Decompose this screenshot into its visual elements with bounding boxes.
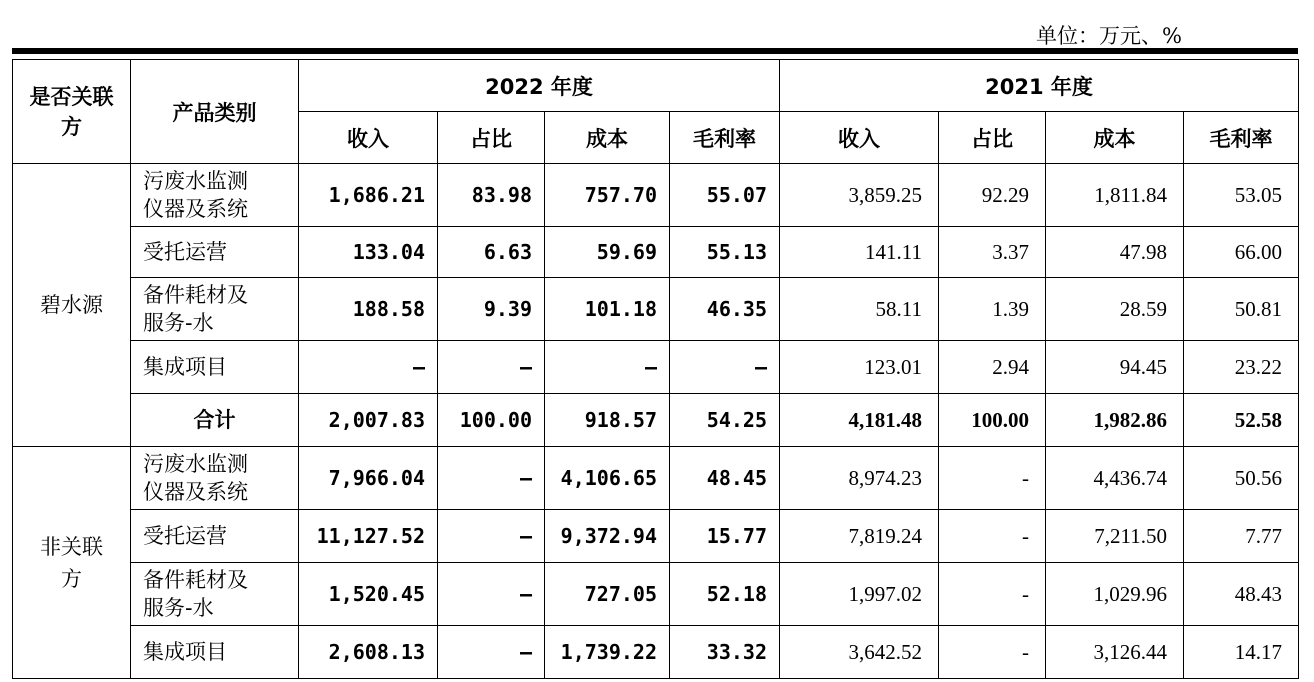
product-category-cell: 集成项目 bbox=[131, 341, 299, 394]
y2021-value-cell: 92.29 bbox=[939, 164, 1046, 227]
group-name: 非关联方 bbox=[13, 447, 131, 679]
y2021-value-cell: 50.81 bbox=[1184, 278, 1299, 341]
y2022-value-cell: 757.70 bbox=[545, 164, 670, 227]
y2021-value-cell: 53.05 bbox=[1184, 164, 1299, 227]
y2022-value-cell: 1,739.22 bbox=[545, 626, 670, 679]
table-row bbox=[13, 164, 1299, 227]
header-product-category: 产品类别 bbox=[131, 60, 299, 164]
y2021-value-cell: 3.37 bbox=[939, 227, 1046, 278]
y2021-value-cell: 4,181.48 bbox=[780, 394, 939, 447]
header-cost-2022: 成本 bbox=[545, 112, 670, 164]
table-row bbox=[13, 227, 1299, 278]
y2021-value-cell: 7.77 bbox=[1184, 510, 1299, 563]
y2022-value-cell: – bbox=[438, 447, 545, 510]
y2022-value-cell: 1,686.21 bbox=[299, 164, 438, 227]
table-row bbox=[13, 341, 1299, 394]
header-cost-2021: 成本 bbox=[1046, 112, 1184, 164]
header-margin-2021: 毛利率 bbox=[1184, 112, 1299, 164]
table-row bbox=[13, 510, 1299, 563]
product-category-cell: 污废水监测仪器及系统 bbox=[131, 447, 299, 510]
y2022-value-cell: 188.58 bbox=[299, 278, 438, 341]
y2022-value-cell: – bbox=[545, 341, 670, 394]
y2022-value-cell: – bbox=[299, 341, 438, 394]
revenue-table bbox=[12, 59, 1299, 679]
y2021-value-cell: - bbox=[939, 626, 1046, 679]
y2022-value-cell: 2,007.83 bbox=[299, 394, 438, 447]
product-category-cell: 污废水监测仪器及系统 bbox=[131, 164, 299, 227]
y2022-value-cell: 55.07 bbox=[670, 164, 780, 227]
product-category-cell: 受托运营 bbox=[131, 510, 299, 563]
y2022-value-cell: 48.45 bbox=[670, 447, 780, 510]
product-category-cell: 受托运营 bbox=[131, 227, 299, 278]
y2021-value-cell: 1,997.02 bbox=[780, 563, 939, 626]
total-label: 合计 bbox=[131, 394, 299, 447]
table-row bbox=[13, 563, 1299, 626]
y2021-value-cell: 3,859.25 bbox=[780, 164, 939, 227]
y2022-value-cell: 727.05 bbox=[545, 563, 670, 626]
y2021-value-cell: 141.11 bbox=[780, 227, 939, 278]
y2022-value-cell: – bbox=[438, 341, 545, 394]
y2022-value-cell: – bbox=[438, 626, 545, 679]
table-row bbox=[13, 394, 1299, 447]
y2022-value-cell: 4,106.65 bbox=[545, 447, 670, 510]
y2022-value-cell: – bbox=[438, 563, 545, 626]
table-row bbox=[13, 278, 1299, 341]
header-revenue-2021: 收入 bbox=[780, 112, 939, 164]
y2022-value-cell: 33.32 bbox=[670, 626, 780, 679]
y2022-value-cell: 9,372.94 bbox=[545, 510, 670, 563]
product-category-cell: 集成项目 bbox=[131, 626, 299, 679]
y2021-value-cell: 14.17 bbox=[1184, 626, 1299, 679]
y2021-value-cell: - bbox=[939, 447, 1046, 510]
y2022-value-cell: 54.25 bbox=[670, 394, 780, 447]
y2021-value-cell: 7,211.50 bbox=[1046, 510, 1184, 563]
y2021-value-cell: 50.56 bbox=[1184, 447, 1299, 510]
y2022-value-cell: 59.69 bbox=[545, 227, 670, 278]
y2022-value-cell: 52.18 bbox=[670, 563, 780, 626]
product-category-cell: 备件耗材及服务-水 bbox=[131, 563, 299, 626]
y2022-value-cell: 55.13 bbox=[670, 227, 780, 278]
top-rule bbox=[12, 48, 1298, 54]
y2022-value-cell: 7,966.04 bbox=[299, 447, 438, 510]
y2022-value-cell: 11,127.52 bbox=[299, 510, 438, 563]
y2021-value-cell: 52.58 bbox=[1184, 394, 1299, 447]
y2021-value-cell: 58.11 bbox=[780, 278, 939, 341]
y2021-value-cell: 3,642.52 bbox=[780, 626, 939, 679]
y2021-value-cell: 94.45 bbox=[1046, 341, 1184, 394]
y2021-value-cell: 1,811.84 bbox=[1046, 164, 1184, 227]
y2022-value-cell: 133.04 bbox=[299, 227, 438, 278]
y2021-value-cell: 23.22 bbox=[1184, 341, 1299, 394]
y2022-value-cell: 15.77 bbox=[670, 510, 780, 563]
header-share-2022: 占比 bbox=[438, 112, 545, 164]
y2021-value-cell: 1.39 bbox=[939, 278, 1046, 341]
y2021-value-cell: 123.01 bbox=[780, 341, 939, 394]
unit-label: 单位：万元、% bbox=[1036, 24, 1182, 48]
y2021-value-cell: 100.00 bbox=[939, 394, 1046, 447]
y2022-value-cell: 9.39 bbox=[438, 278, 545, 341]
y2022-value-cell: 1,520.45 bbox=[299, 563, 438, 626]
y2021-value-cell: - bbox=[939, 563, 1046, 626]
y2021-value-cell: 3,126.44 bbox=[1046, 626, 1184, 679]
y2021-value-cell: 66.00 bbox=[1184, 227, 1299, 278]
y2021-value-cell: 8,974.23 bbox=[780, 447, 939, 510]
y2022-value-cell: 83.98 bbox=[438, 164, 545, 227]
y2022-value-cell: 100.00 bbox=[438, 394, 545, 447]
header-related-party: 是否关联方 bbox=[13, 60, 131, 164]
y2021-value-cell: 48.43 bbox=[1184, 563, 1299, 626]
y2021-value-cell: 2.94 bbox=[939, 341, 1046, 394]
y2021-value-cell: 4,436.74 bbox=[1046, 447, 1184, 510]
group-name: 碧水源 bbox=[13, 164, 131, 447]
y2021-value-cell: 1,029.96 bbox=[1046, 563, 1184, 626]
y2021-value-cell: 1,982.86 bbox=[1046, 394, 1184, 447]
header-year-2021: 2021 年度 bbox=[780, 60, 1299, 112]
table-row bbox=[13, 447, 1299, 510]
y2022-value-cell: 2,608.13 bbox=[299, 626, 438, 679]
table-row bbox=[13, 626, 1299, 679]
y2022-value-cell: 101.18 bbox=[545, 278, 670, 341]
header-share-2021: 占比 bbox=[939, 112, 1046, 164]
y2022-value-cell: – bbox=[438, 510, 545, 563]
header-year-2022: 2022 年度 bbox=[299, 60, 780, 112]
y2021-value-cell: - bbox=[939, 510, 1046, 563]
y2022-value-cell: – bbox=[670, 341, 780, 394]
header-revenue-2022: 收入 bbox=[299, 112, 438, 164]
y2022-value-cell: 46.35 bbox=[670, 278, 780, 341]
y2022-value-cell: 6.63 bbox=[438, 227, 545, 278]
y2021-value-cell: 28.59 bbox=[1046, 278, 1184, 341]
product-category-cell: 备件耗材及服务-水 bbox=[131, 278, 299, 341]
y2021-value-cell: 47.98 bbox=[1046, 227, 1184, 278]
y2021-value-cell: 7,819.24 bbox=[780, 510, 939, 563]
header-margin-2022: 毛利率 bbox=[670, 112, 780, 164]
y2022-value-cell: 918.57 bbox=[545, 394, 670, 447]
